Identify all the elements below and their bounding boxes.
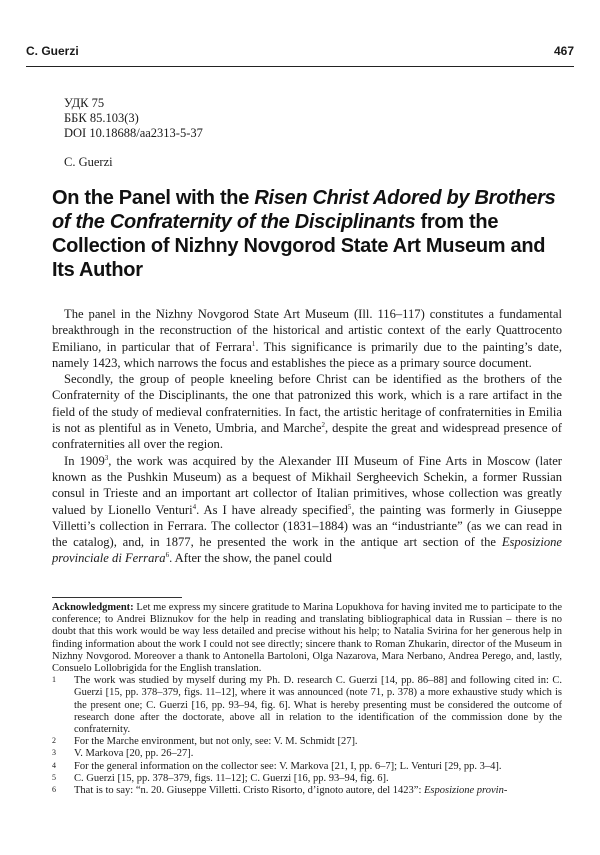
footnote-6 — [52, 785, 562, 797]
title-italic: Risen Christ Adored by Brothers of the Confraternity of the Disciplinants — [52, 187, 556, 233]
footnote-2 — [52, 736, 562, 748]
footnote-text: For the general information on the collector see: V. Markova [21, I, pp. 6–7]; L. Venturi [29, pp. 3–4]. — [74, 760, 502, 772]
footnote-text: V. Markova [20, pp. 26–27]. — [74, 748, 194, 760]
title-part-1: On the Panel with the — [52, 187, 255, 209]
acknowledgment — [52, 602, 562, 675]
running-head-author: C. Guerzi — [26, 44, 79, 58]
footnote-ref-5[interactable]: 5 — [347, 502, 352, 511]
header-rule — [26, 66, 574, 67]
p3-text-e: . After the show, the panel could — [169, 551, 332, 566]
p1-text-b: . This significance is primarily due to the painting’s date, namely 1423, which narrows the focus and establishes the piece as a primary source document. — [52, 339, 562, 370]
footnote-ref-3[interactable]: 3 — [104, 453, 109, 462]
footnote-text: C. Guerzi [15, pp. 378–379, figs. 11–12]; C. Guerzi [16, pp. 93–94, fig. 6]. — [74, 772, 389, 784]
paragraph-3 — [52, 453, 562, 567]
footnote-5 — [52, 773, 562, 785]
p3-text-c: . As I have already specified — [196, 502, 348, 517]
footnote-number: 6 — [52, 785, 56, 795]
title-part-2: from the Collection of Nizhny Novgorod State Art Museum and Its Author — [52, 211, 546, 281]
p2-text-b: , despite the great and widespread presence of confraternities all over the region. — [52, 421, 563, 452]
footnote-ref-6[interactable]: 6 — [165, 551, 170, 560]
footnote-1 — [52, 675, 562, 736]
footnote-number: 2 — [52, 736, 56, 746]
footnote-ref-1[interactable]: 1 — [251, 339, 256, 348]
footnote-number: 1 — [52, 675, 56, 685]
p1-text-a: The panel in the Nizhny Novgorod State Art Museum (Ill. 116–117) constitutes a fundamental breakthrough in the reconstruction of the historical and artistic context of the early Quattrocento Emiliano, in particular that of Ferrara — [52, 307, 562, 354]
footnote-number: 4 — [52, 760, 56, 770]
p3-italic-title: Esposizione provinciale di Ferrara — [52, 535, 562, 566]
p2-text-a: Secondly, the group of people kneeling before Christ can be identified as the brothers of the Confraternity of the Disciplinants, the one that patronized this work, which is a rare artifact in the field of the study of medieval confraternities. In fact, the artistic heritage of confraternities in Emilia is not as plentiful as in Veneto, Umbria, and Marche — [52, 372, 562, 436]
article-author: C. Guerzi — [64, 155, 113, 169]
footnote-ref-2[interactable]: 2 — [321, 420, 326, 429]
p3-text-d: , the painting was formerly in Giuseppe Villetti’s collection in Ferrara. The collector (1831–1884) was an “industriante” (as we can read in the catalog), and, in 1877, he presented the work in the antique art section of the — [52, 502, 563, 550]
footnote-4 — [52, 761, 562, 773]
footnote-text: The work was studied by myself during my Ph. D. research C. Guerzi [14, pp. 86–88] and following cited in: C. Guerzi [15, pp. 378–379, figs. 11–12], where it was announced (note 71, p. 378) a more exhaustive study which is the present one; C. Guerzi [16, pp. 93–94, fig. 6]. What is hereby presenting must be considered the outcome of research done after the doctorate, above all in relation to the identification of the commission done by the confraternity. — [74, 675, 562, 736]
footnote-number: 5 — [52, 772, 56, 782]
article-body — [52, 306, 562, 567]
acknowledgment-text: Let me express my sincere gratitude to Marina Lopukhova for having invited me to participate to the conference; to Andrei Bliznukov for the help in reading and translating bibliographical data in Russian – there is no doubt that this work would be way less detailed and precise without his help; to Natalia Svirina for her generous help in finding information about the work I could not see directly; sincere thank to Roman Zhukarin, director of the Museum in Nizhny Novgorod. Moreover a thank to Antonella Bartoloni, Olga Nazarova, Mara Nerbano, Andrea Perego, and, lastly, Consuelo Lollobrigida for the English translation. — [52, 602, 562, 675]
p3-text-a: In 1909 — [64, 453, 105, 468]
p3-text-b: , the work was acquired by the Alexander III Museum of Fine Arts in Moscow (later known as the Pushkin Museum) as a bequest of Mikhail Sergheevich Schekin, a former Russian consul in Trieste and an important art collector of Italian primitives, whose collection was greatly valued by Lionello Venturi — [52, 453, 563, 517]
footnote-text: For the Marche environment, but not only, see: V. M. Schmidt [27]. — [74, 736, 358, 748]
bbk-code: ББК 85.103(3) — [64, 111, 139, 125]
udk-code: УДК 75 — [64, 96, 105, 110]
footnote-ref-4[interactable]: 4 — [192, 502, 197, 511]
running-head — [26, 44, 574, 62]
classification-block — [64, 96, 203, 141]
page-number: 467 — [553, 44, 574, 58]
acknowledgment-label: Acknowledgment: — [52, 602, 134, 613]
footnote-rule — [52, 597, 182, 598]
footnote-3 — [52, 748, 562, 760]
footnotes — [52, 602, 562, 797]
footnote-number: 3 — [52, 748, 56, 758]
footnote-text: That is to say: “n. 20. Giuseppe Villetti. Cristo Risorto, d’ignoto autore, del 1423”: — [74, 785, 425, 797]
paragraph-1 — [52, 306, 562, 371]
article-title — [52, 186, 560, 282]
doi: DOI 10.18688/aa2313-5-37 — [64, 126, 203, 140]
paragraph-2 — [52, 371, 562, 452]
footnote-italic: Esposizione provin- — [424, 785, 508, 797]
